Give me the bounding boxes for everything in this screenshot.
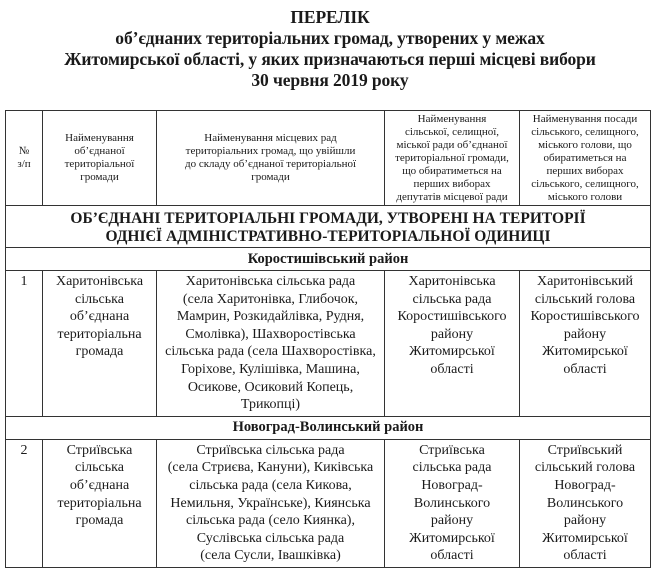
- text-line: області: [563, 548, 607, 564]
- title-line: об’єднаних територіальних громад, утворених у межах: [115, 28, 545, 48]
- text-line: Стриївська сільська рада: [196, 442, 345, 458]
- text-line: сільська рада (села Кикова,: [189, 477, 352, 493]
- row-councils: [157, 271, 385, 417]
- document-title: [0, 7, 660, 91]
- text-line: міського голови, що: [538, 138, 632, 151]
- text-line: об’єднана: [69, 477, 130, 493]
- text-line: міської ради об’єднаної: [396, 138, 508, 151]
- table-row: [6, 271, 651, 417]
- text-line: сільська рада: [412, 291, 492, 307]
- text-line: сільська рада: [412, 460, 492, 476]
- text-line: територіальної: [64, 158, 135, 170]
- text-line: Трикопці): [240, 397, 301, 413]
- text-line: Новоград-: [554, 477, 616, 493]
- row-num: 1: [6, 271, 43, 417]
- text-line: Новоград-: [421, 477, 483, 493]
- text-line: ОБ’ЄДНАНІ ТЕРИТОРІАЛЬНІ ГРОМАДИ, УТВОРЕНІ НА ТЕРИТОРІЇ: [70, 209, 586, 227]
- text-line: сільська рада (село Киянка),: [186, 513, 355, 529]
- text-line: територіальна: [57, 495, 142, 511]
- title-line: ПЕРЕЛІК: [290, 7, 370, 27]
- text-line: територіальних громад, що увійшли: [185, 145, 356, 157]
- text-line: Житомирської: [542, 530, 628, 546]
- text-line: перших виборах: [413, 177, 491, 190]
- text-line: сільської, селищної,: [404, 125, 500, 138]
- text-line: області: [430, 361, 474, 377]
- text-line: міського голови: [547, 190, 623, 203]
- text-line: Смолівка), Шахворостівська: [185, 326, 356, 342]
- text-line: ОДНІЄЇ АДМІНІСТРАТИВНО-ТЕРИТОРІАЛЬНОЇ ОДИНИЦІ: [105, 227, 551, 245]
- text-line: Житомирської: [542, 344, 628, 360]
- text-line: (села Харитонівка, Глибочок,: [182, 291, 359, 307]
- text-line: сільська: [75, 460, 124, 476]
- header-council-name: [385, 111, 520, 206]
- district-title: Новоград-Волинський район: [6, 416, 651, 439]
- row-councils: [157, 439, 385, 567]
- header-councils: [157, 111, 385, 206]
- row-community: [43, 439, 157, 567]
- text-line: громада: [75, 344, 124, 360]
- section-row: [6, 206, 651, 248]
- text-line: Горіхове, Кулішівка, Машина,: [181, 361, 360, 377]
- text-line: району: [563, 513, 607, 529]
- header-num: [6, 111, 43, 206]
- header-head-position: [520, 111, 651, 206]
- text-line: територіальної громади,: [395, 151, 509, 164]
- text-line: з/п: [17, 158, 31, 170]
- communities-table: [5, 110, 651, 568]
- text-line: що обиратиметься на: [402, 164, 502, 177]
- text-line: Стриївський: [547, 442, 623, 458]
- text-line: області: [563, 361, 607, 377]
- text-line: об’єднаної: [74, 145, 125, 157]
- text-line: Коростишівського: [397, 309, 507, 325]
- title-line: Житомирської області, у яких призначаються перші місцеві вибори: [64, 49, 596, 69]
- text-line: Харитонівська сільська рада: [185, 274, 356, 289]
- text-line: району: [430, 513, 474, 529]
- text-line: Найменування: [65, 132, 134, 144]
- row-num: 2: [6, 439, 43, 567]
- text-line: Житомирської: [409, 344, 495, 360]
- text-line: сільський голова: [534, 291, 636, 307]
- text-line: Суслівська сільська рада: [196, 530, 345, 546]
- text-line: Волинського: [413, 495, 491, 511]
- text-line: громади: [251, 171, 290, 183]
- row-council-name: [385, 271, 520, 417]
- text-line: сільська рада (села Шахворостівка,: [165, 344, 376, 360]
- row-community: [43, 271, 157, 417]
- text-line: громади: [80, 171, 119, 183]
- text-line: №: [18, 145, 30, 157]
- text-line: Житомирської: [409, 530, 495, 546]
- text-line: сільський голова: [534, 460, 636, 476]
- text-line: Стриївська: [419, 442, 485, 458]
- text-line: громада: [75, 513, 124, 529]
- district-row: [6, 416, 651, 439]
- text-line: Осикове, Осиковий Копець,: [187, 379, 354, 395]
- section-title: [6, 206, 651, 248]
- text-line: Волинського: [546, 495, 624, 511]
- text-line: Мамрин, Розкидайлівка, Рудня,: [176, 309, 365, 325]
- text-line: перших виборах: [546, 164, 624, 177]
- text-line: області: [430, 548, 474, 564]
- text-line: обиратиметься на: [543, 151, 627, 164]
- text-line: сільського, селищного,: [531, 177, 639, 190]
- text-line: до складу об’єднаної територіальної: [184, 158, 357, 170]
- text-line: Стриївська: [66, 442, 133, 458]
- text-line: депутатів місцевої ради: [396, 190, 508, 203]
- table-row: [6, 439, 651, 567]
- text-line: Найменування місцевих рад: [204, 132, 337, 144]
- text-line: Харитонівська: [408, 274, 496, 289]
- district-title: Коростишівський район: [6, 248, 651, 271]
- row-council-name: [385, 439, 520, 567]
- row-head-position: [520, 439, 651, 567]
- text-line: Найменування посади: [532, 112, 638, 125]
- text-line: Коростишівського: [530, 309, 640, 325]
- row-head-position: [520, 271, 651, 417]
- text-line: Харитонівська: [55, 274, 144, 289]
- text-line: району: [430, 326, 474, 342]
- text-line: району: [563, 326, 607, 342]
- district-row: [6, 248, 651, 271]
- text-line: Харитонівський: [536, 274, 634, 289]
- text-line: Найменування: [417, 112, 487, 125]
- table-header-row: [6, 111, 651, 206]
- text-line: (села Стриєва, Кануни), Киківська: [167, 460, 374, 476]
- text-line: (села Сусли, Івашківка): [200, 548, 341, 564]
- text-line: сільська: [75, 291, 124, 307]
- header-community: [43, 111, 157, 206]
- text-line: Немильня, Українське), Киянська: [170, 495, 371, 511]
- text-line: сільського, селищного,: [531, 125, 639, 138]
- text-line: територіальна: [57, 326, 142, 342]
- text-line: об’єднана: [69, 309, 130, 325]
- title-line: 30 червня 2019 року: [251, 70, 409, 90]
